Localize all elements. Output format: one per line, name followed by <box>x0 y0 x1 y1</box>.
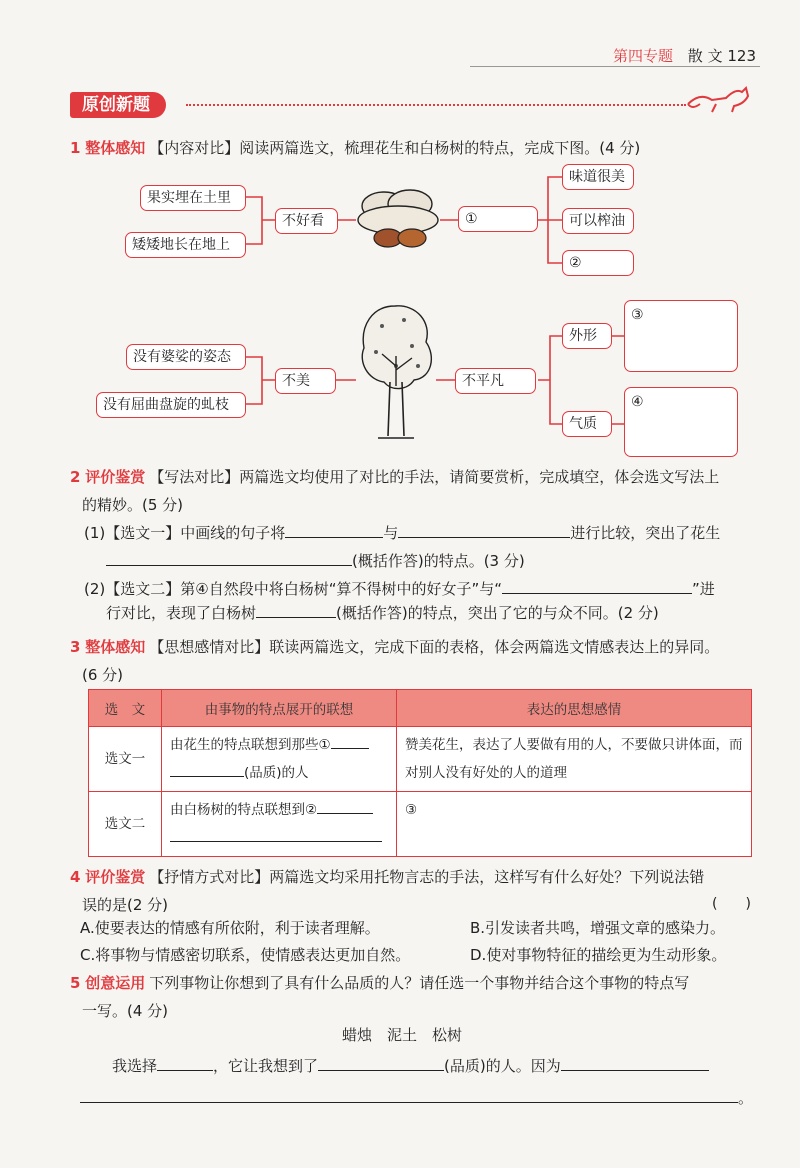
tree-blank-3[interactable]: ③ <box>624 300 738 372</box>
table-header-feeling: 表达的思想感情 <box>397 690 752 727</box>
option-a[interactable]: A.使要表达的情感有所依附，利于读者理解。 <box>80 919 380 937</box>
question-text-cont: 一写。(4 分) <box>82 1002 169 1020</box>
q2-part-2-cont <box>106 599 659 627</box>
row-feeling: 赞美花生，表达了人要做有用的人，不要做只讲体面，而对别人没有好处的人的道理 <box>397 727 752 792</box>
question-2 <box>70 463 760 519</box>
table-row <box>89 792 752 857</box>
q2-p1-text-c: 进行比较，突出了花生 <box>570 524 721 542</box>
question-number: 3 <box>70 638 81 656</box>
question-text: 【写法对比】两篇选文均使用了对比的手法，请简要赏析，完成填空，体会选文写法上 <box>149 468 720 486</box>
q2-blank-2[interactable] <box>398 521 570 538</box>
q2-p2-text-b: ”进 <box>692 580 715 598</box>
table-header-row <box>89 690 752 727</box>
option-c[interactable]: C.将事物与情感密切联系，使情感表达更加自然。 <box>80 946 411 964</box>
row-name: 选文一 <box>89 727 162 792</box>
question-number: 2 <box>70 468 81 486</box>
q5-blank-2[interactable] <box>318 1054 444 1071</box>
question-tag: 整体感知 <box>85 139 146 157</box>
question-number: 5 <box>70 974 81 992</box>
assoc-text-1: 由白杨树的特点联想到② <box>170 802 318 818</box>
q3-blank-2[interactable] <box>317 797 373 814</box>
option-d[interactable]: D.使对事物特征的描绘更为生动形象。 <box>470 946 727 964</box>
tree-blank-4[interactable]: ④ <box>624 387 738 457</box>
question-4 <box>70 863 760 919</box>
section-label: 第四专题 <box>613 47 674 65</box>
table-row <box>89 727 752 792</box>
peanut-blank-1[interactable]: ① <box>458 206 538 232</box>
answer-paren[interactable]: ( ) <box>712 896 751 912</box>
question-text: 【抒情方式对比】两篇选文均采用托物言志的手法，这样写有什么好处？下列说法错 <box>149 868 705 886</box>
fill-end: 。 <box>738 1089 754 1107</box>
q2-p1-text-b: 与 <box>383 524 399 542</box>
question-text-cont: (6 分) <box>82 666 124 684</box>
q2-p2-text-d: (概括作答)的特点，突出了它的与众不同。(2 分) <box>336 604 659 622</box>
tree-appearance: 外形 <box>562 323 612 349</box>
peanut-trait-2: 矮矮地长在地上 <box>125 232 246 258</box>
row-assoc <box>162 727 397 792</box>
tree-trait-1: 没有婆娑的姿态 <box>126 344 246 370</box>
question-text: 【内容对比】阅读两篇选文，梳理花生和白杨树的特点，完成下图。(4 分) <box>149 139 641 157</box>
question-text: 【思想感情对比】联读两篇选文，完成下面的表格，体会两篇选文情感表达上的异同。 <box>149 638 720 656</box>
q5-blank-1[interactable] <box>157 1054 213 1071</box>
tree-not-beautiful: 不美 <box>275 368 336 394</box>
question-text-cont: 的精妙。(5 分) <box>82 496 184 514</box>
q2-blank-5[interactable] <box>256 601 336 618</box>
q2-p2-text-c: 行对比，表现了白杨树 <box>106 604 257 622</box>
table-header-assoc: 由事物的特点展开的联想 <box>162 690 397 727</box>
question-tag: 创意运用 <box>85 974 146 992</box>
option-b[interactable]: B.引发读者共鸣，增强文章的感染力。 <box>470 919 726 937</box>
q3-table <box>88 689 752 857</box>
question-tag: 整体感知 <box>85 638 146 656</box>
q2-part-1 <box>84 519 720 547</box>
table-header-text: 选 文 <box>89 690 162 727</box>
question-tag: 评价鉴赏 <box>85 868 146 886</box>
peanut-blank-2[interactable]: ② <box>562 250 634 276</box>
q5-blank-4[interactable] <box>80 1086 738 1103</box>
q2-p1-text-d: (概括作答)的特点。(3 分) <box>352 552 525 570</box>
peanut-value-oil: 可以榨油 <box>562 208 634 234</box>
q2-p1-text-a: (1)【选文一】中画线的句子将 <box>84 524 286 542</box>
q2-blank-4[interactable] <box>502 577 692 594</box>
q5-blank-3[interactable] <box>561 1054 709 1071</box>
q2-p2-text-a: (2)【选文二】第④自然段中将白杨树“算不得树中的好女子”与“ <box>84 580 503 598</box>
q3-blank-1b[interactable] <box>170 760 244 777</box>
tree-trait-2: 没有屈曲盘旋的虬枝 <box>96 392 246 418</box>
q2-part-1-cont <box>106 547 525 575</box>
question-tag: 评价鉴赏 <box>85 468 146 486</box>
question-text: 下列事物让你想到了具有什么品质的人？请任选一个事物并结合这个事物的特点写 <box>149 974 690 992</box>
row-assoc <box>162 792 397 857</box>
assoc-text-2: (品质)的人 <box>244 765 309 781</box>
q5-fill-line <box>112 1052 709 1080</box>
poplar-tree-icon <box>352 296 438 448</box>
question-number: 1 <box>70 139 81 157</box>
fill-text-3: (品质)的人。因为 <box>444 1057 561 1075</box>
peanut-trait-1: 果实埋在土里 <box>140 185 246 211</box>
q2-blank-3[interactable] <box>106 549 352 566</box>
peanut-not-pretty: 不好看 <box>275 208 338 234</box>
q5-items: 蜡烛 泥土 松树 <box>342 1026 463 1044</box>
question-text-cont: 误的是(2 分) <box>82 896 169 914</box>
question-5 <box>70 969 760 1025</box>
q3-blank-3[interactable]: ③ <box>397 792 752 857</box>
q2-blank-1[interactable] <box>285 521 383 538</box>
peanut-value-taste: 味道很美 <box>562 164 634 190</box>
row-name: 选文二 <box>89 792 162 857</box>
tree-extraordinary: 不平凡 <box>455 368 536 394</box>
fill-text-2: ，它让我想到了 <box>213 1057 319 1075</box>
q3-blank-2b[interactable] <box>170 825 382 842</box>
question-number: 4 <box>70 868 81 886</box>
q5-answer-line <box>80 1084 753 1112</box>
tree-temperament: 气质 <box>562 411 612 437</box>
subject-label: 散 文 <box>687 47 723 65</box>
page-number: 123 <box>727 47 756 65</box>
question-3 <box>70 633 770 689</box>
section-banner: 原创新题 <box>70 92 166 118</box>
peanut-icon <box>354 184 442 254</box>
q3-blank-1[interactable] <box>331 732 369 749</box>
fill-text-1: 我选择 <box>112 1057 158 1075</box>
assoc-text-1: 由花生的特点联想到那些① <box>170 737 331 753</box>
